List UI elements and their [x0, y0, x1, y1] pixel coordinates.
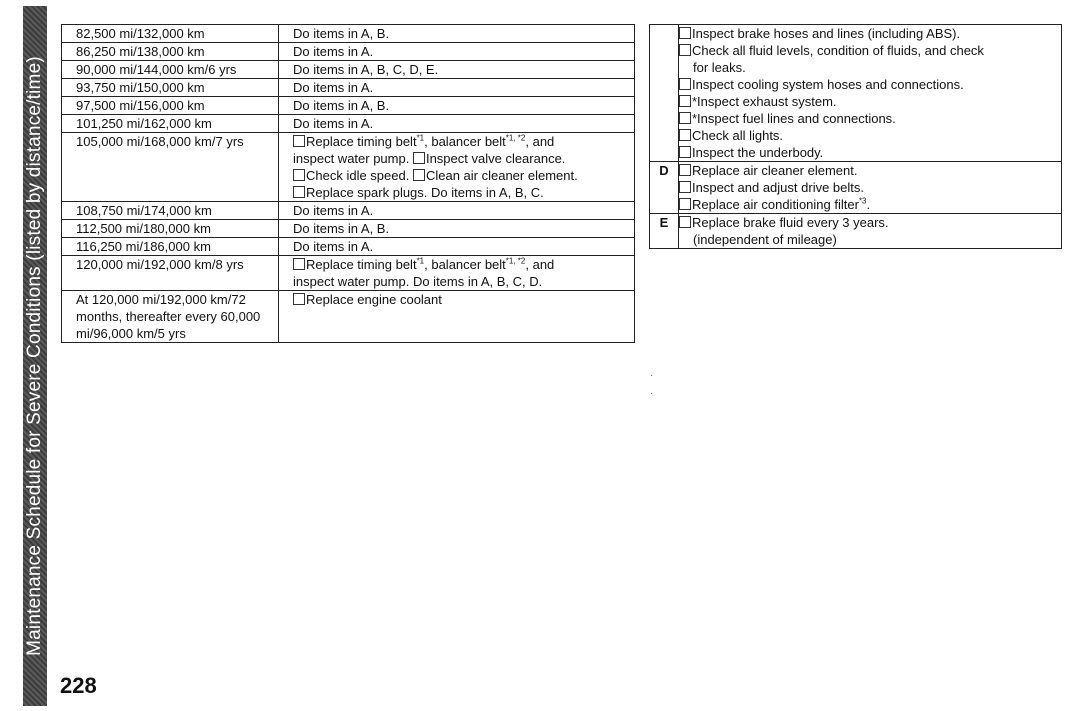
service-item: Do items in A. — [293, 203, 374, 218]
interval-cell: 86,250 mi/138,000 km — [62, 43, 279, 61]
schedule-table — [61, 24, 635, 343]
service-items-cell — [279, 61, 635, 79]
schedule-row — [62, 220, 635, 238]
checkbox-icon — [293, 169, 305, 181]
service-item: Inspect and adjust drive belts. — [679, 179, 1057, 196]
checkbox-icon — [293, 258, 305, 270]
items-section — [650, 162, 1062, 214]
section-label: D — [650, 162, 679, 214]
service-item: Check all fluid levels, condition of fluids, and check — [679, 42, 1057, 59]
checkbox-icon — [679, 164, 691, 176]
service-item: Replace spark plugs. Do items in A, B, C. — [293, 184, 631, 201]
service-items-cell — [279, 220, 635, 238]
interval-cell: 112,500 mi/180,000 km — [62, 220, 279, 238]
interval-cell: 116,250 mi/186,000 km — [62, 238, 279, 256]
interval-cell: 82,500 mi/132,000 km — [62, 25, 279, 43]
section-body — [679, 162, 1062, 214]
service-item: inspect water pump. Do items in A, B, C, D. — [293, 274, 543, 289]
interval-cell: 90,000 mi/144,000 km/6 yrs — [62, 61, 279, 79]
interval-cell: 93,750 mi/150,000 km — [62, 79, 279, 97]
checkbox-icon — [293, 186, 305, 198]
schedule-row — [62, 133, 635, 202]
service-item: Do items in A, B. — [293, 26, 390, 41]
checkbox-icon — [679, 129, 691, 141]
schedule-row — [62, 79, 635, 97]
items-section — [650, 25, 1062, 162]
service-items-cell — [279, 115, 635, 133]
service-item: Do items in A, B, C, D, E. — [293, 62, 439, 77]
interval-cell: 101,250 mi/162,000 km — [62, 115, 279, 133]
interval-cell: 108,750 mi/174,000 km — [62, 202, 279, 220]
service-item: *Inspect fuel lines and connections. — [679, 110, 1057, 127]
service-item: Do items in A, B. — [293, 98, 390, 113]
service-item: Check idle speed. Clean air cleaner element. — [293, 167, 631, 184]
interval-cell: 97,500 mi/156,000 km — [62, 97, 279, 115]
service-item: Replace timing belt$^{*1}$, balancer belt$^{*1, *2}$, and — [293, 256, 631, 273]
schedule-row — [62, 115, 635, 133]
page-number: 228 — [60, 673, 97, 698]
checkbox-icon — [679, 27, 691, 39]
checkbox-icon — [679, 216, 691, 228]
checkbox-icon — [413, 169, 425, 181]
service-item: inspect water pump. Inspect valve clearance. — [293, 151, 566, 166]
interval-cell: 120,000 mi/192,000 km/8 yrs — [62, 256, 279, 291]
service-items-cell — [279, 97, 635, 115]
service-item: Inspect brake hoses and lines (including ABS). — [679, 25, 1057, 42]
service-item: Replace timing belt$^{*1}$, balancer belt$^{*1, *2}$, and — [293, 133, 631, 150]
section-label — [650, 25, 679, 162]
section-body — [679, 214, 1062, 249]
checkbox-icon — [679, 198, 691, 210]
service-item: Replace brake fluid every 3 years. — [679, 214, 1057, 231]
schedule-row — [62, 25, 635, 43]
service-items-cell — [279, 43, 635, 61]
checkbox-icon — [679, 78, 691, 90]
checkbox-icon — [413, 152, 425, 164]
checkbox-icon — [679, 181, 691, 193]
schedule-row — [62, 202, 635, 220]
service-item: Replace air cleaner element. — [679, 162, 1057, 179]
stray-mark: · — [650, 370, 654, 381]
checkbox-icon — [679, 44, 691, 56]
service-item: for leaks. — [693, 60, 746, 75]
interval-cell: 105,000 mi/168,000 km/7 yrs — [62, 133, 279, 202]
section-body — [679, 25, 1062, 162]
checkbox-icon — [679, 95, 691, 107]
service-item: Replace engine coolant — [293, 291, 631, 308]
service-item: Do items in A. — [293, 239, 374, 254]
service-item: (independent of mileage) — [693, 232, 837, 247]
service-items-cell — [279, 25, 635, 43]
schedule-row — [62, 291, 635, 343]
sidebar-title-wrap — [23, 6, 47, 706]
service-item: *Inspect exhaust system. — [679, 93, 1057, 110]
service-items-cell — [279, 256, 635, 291]
schedule-row — [62, 61, 635, 79]
service-items-cell — [279, 79, 635, 97]
service-item: Do items in A. — [293, 116, 374, 131]
service-item: Do items in A. — [293, 80, 374, 95]
service-items-cell — [279, 291, 635, 343]
service-items-cell — [279, 238, 635, 256]
service-items-cell — [279, 133, 635, 202]
schedule-row — [62, 238, 635, 256]
sidebar-title: Maintenance Schedule for Severe Conditions (listed by distance/time) — [24, 56, 45, 656]
schedule-row — [62, 256, 635, 291]
items-table — [649, 24, 1062, 249]
service-items-cell — [279, 202, 635, 220]
service-item: Inspect cooling system hoses and connections. — [679, 76, 1057, 93]
schedule-row — [62, 43, 635, 61]
service-item: Do items in A, B. — [293, 221, 390, 236]
service-item: Do items in A. — [293, 44, 374, 59]
stray-mark: · — [650, 388, 654, 399]
items-section — [650, 214, 1062, 249]
service-item: Inspect the underbody. — [679, 144, 1057, 161]
schedule-row — [62, 97, 635, 115]
checkbox-icon — [679, 112, 691, 124]
service-item: Replace air conditioning filter$^{*3}$. — [679, 196, 1057, 213]
checkbox-icon — [679, 146, 691, 158]
checkbox-icon — [293, 293, 305, 305]
checkbox-icon — [293, 135, 305, 147]
interval-cell: At 120,000 mi/192,000 km/72 months, thereafter every 60,000 mi/96,000 km/5 yrs — [62, 291, 279, 343]
service-item: Check all lights. — [679, 127, 1057, 144]
section-label: E — [650, 214, 679, 249]
